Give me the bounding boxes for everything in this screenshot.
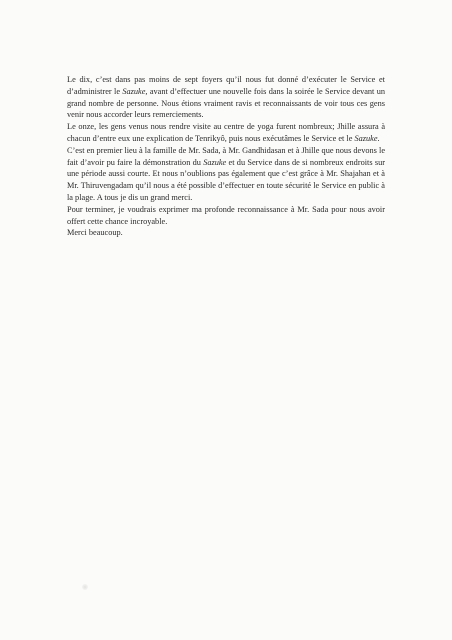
paper-smudge	[82, 584, 88, 590]
body-text	[67, 74, 385, 239]
text-run: , avant d’effectuer une nouvelle fois dans la soirée le Service devant un grand nombre de personne. Nous étions vraiment ravis et reconnaissants de voir tous ces gens venir nous accorder leurs remerciements.	[67, 86, 385, 120]
paragraph-acknowledgements	[67, 145, 385, 204]
italic-term-sazuke: Sazuke	[122, 86, 146, 96]
text-run: Le onze, les gens venus nous rendre visite au centre de yoga furent nombreux; Jhille assura à chacun d’entre eux une explication de Tenrikyô, puis nous exécutâmes le Service et le	[67, 122, 385, 143]
text-run: et du Service dans de si nombreux endroits sur une période aussi courte. Et nous n’oublions pas également que c’est grâce à Mr. Shajahan et à Mr. Thiruvengadam qu’il nous a été possible d’effectuer en toute sécurité le Service en public à la plage. A tous je dis un grand merci.	[67, 157, 385, 202]
paragraph-eleventh-day	[67, 121, 385, 145]
paragraph-thanks	[67, 227, 385, 239]
text-run: C’est en premier lieu à la famille de Mr. Sada, à Mr. Gandhidasan et à Jhille que nous devons le fait d’avoir pu faire la démonstration du	[67, 145, 385, 167]
text-run: Le dix, c’est dans pas moins de sept foyers qu’il nous fut donné d’exécuter le Service et d’administrer le	[67, 75, 385, 96]
text-run: Merci beaucoup.	[67, 228, 123, 238]
italic-term-sazuke: Sazuke	[203, 157, 227, 167]
paragraph-tenth-day	[67, 74, 385, 121]
text-run: .	[377, 133, 380, 143]
italic-term-sazuke: Sazuke	[354, 133, 378, 143]
text-run: Pour terminer, je voudrais exprimer ma profonde reconnaissance à Mr. Sada pour nous avoir offert cette chance incroyable.	[67, 204, 385, 226]
paragraph-closing	[67, 204, 385, 228]
